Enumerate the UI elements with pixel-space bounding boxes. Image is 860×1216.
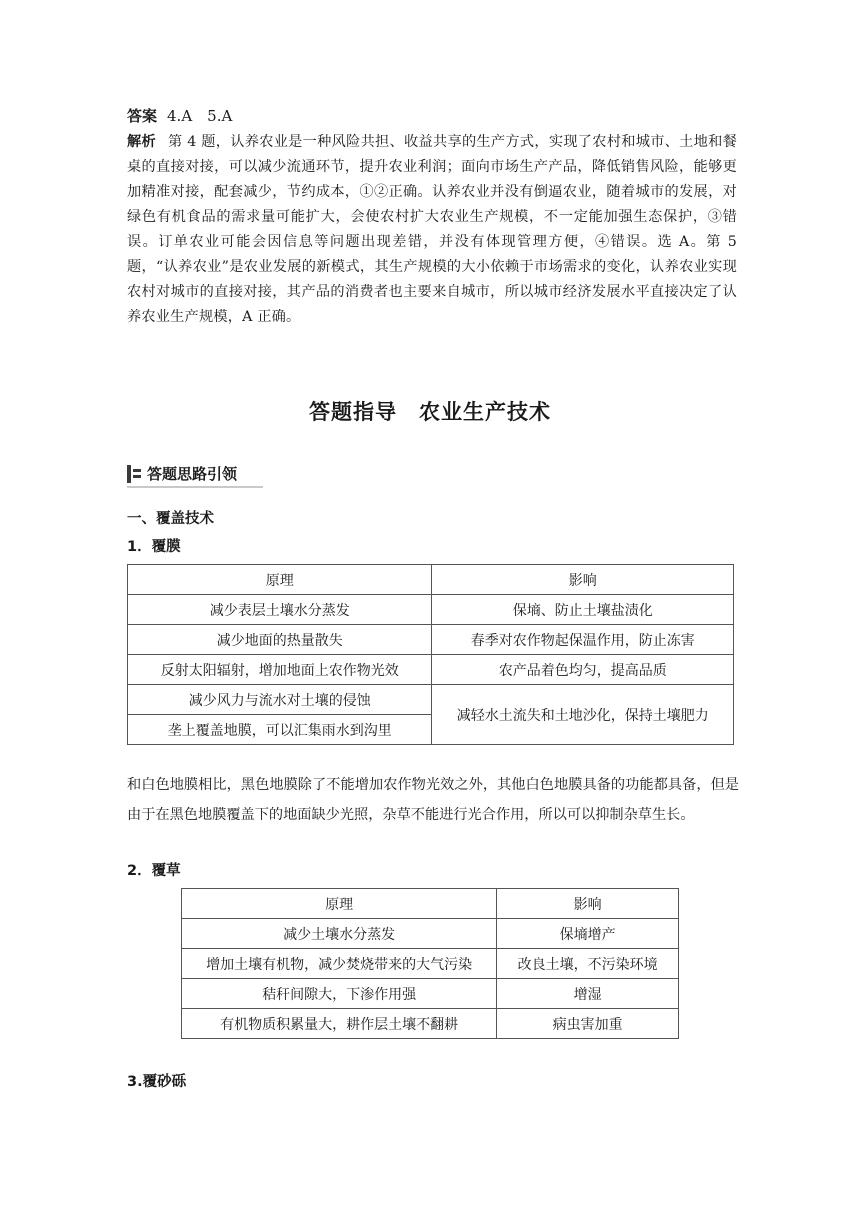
- table-row: [128, 685, 734, 715]
- table-header-row: [182, 889, 679, 919]
- table-row: [182, 979, 679, 1009]
- subheading-straw-mulch: 2．覆草: [127, 863, 181, 879]
- table-cell: 增加土壤有机物，减少焚烧带来的大气污染: [182, 949, 497, 979]
- table-header-cell: 影响: [497, 889, 679, 919]
- explanation-paragraph: [127, 130, 737, 330]
- table-header-row: [128, 565, 734, 595]
- straw-mulch-table: [181, 888, 679, 1039]
- table-cell: 垄上覆盖地膜，可以汇集雨水到沟里: [128, 715, 432, 745]
- explanation-label: 解析: [127, 134, 156, 150]
- table-row: [182, 949, 679, 979]
- table-cell: 秸秆间隙大，下渗作用强: [182, 979, 497, 1009]
- black-film-paragraph: 和白色地膜相比，黑色地膜除了不能增加农作物光效之外，其他白色地膜具备的功能都具备，但是由于在黑色地膜覆盖下的地面缺少光照，杂草不能进行光合作用，所以可以抑制杂草生长。: [127, 777, 739, 823]
- table-cell: 有机物质积累量大，耕作层土壤不翻耕: [182, 1009, 497, 1039]
- table-header-cell: 原理: [128, 565, 432, 595]
- table-cell: 减少表层土壤水分蒸发: [128, 595, 432, 625]
- page-title: 答题指导 农业生产技术: [309, 400, 551, 424]
- table-cell-merged: 减轻水土流失和土地沙化，保持土壤肥力: [432, 685, 734, 745]
- heading-covering-technique: 一、覆盖技术: [127, 511, 214, 527]
- table-row: [128, 625, 734, 655]
- table-cell: 增湿: [497, 979, 679, 1009]
- table-header-cell: 原理: [182, 889, 497, 919]
- table-cell: 农产品着色均匀，提高品质: [432, 655, 734, 685]
- subheading-film-mulch: 1．覆膜: [127, 539, 181, 555]
- answer-label: 答案: [127, 107, 158, 125]
- answer-text: 4.A 5.A: [167, 107, 233, 125]
- table-cell: 减少地面的热量散失: [128, 625, 432, 655]
- table-cell: 反射太阳辐射，增加地面上农作物光效: [128, 655, 432, 685]
- explanation-text: 第 4 题，认养农业是一种风险共担、收益共享的生产方式，实现了农村和城市、土地和餐桌的直接对接，可以减少流通环节，提升农业利润；面向市场生产产品，降低销售风险，能够更加精准对接，配套减少，节约成本，①②正确。认养农业并没有倒逼农业，随着城市的发展，对绿色有机食品的需求量可能扩大，会使农村扩大农业生产规模，不一定能加强生态保护，③错误。订单农业可能会因信息等问题出现差错，并没有体现管理方便，④错误。选 A。第 5 题，“认养农业”是农业发展的新模式，其生产规模的大小依赖于市场需求的变化，认养农业实现农村对城市的直接对接，其产品的消费者也主要来自城市，所以城市经济发展水平直接决定了认养农业生产规模，A 正确。: [127, 134, 737, 325]
- table-cell: 保墒、防止土壤盐渍化: [432, 595, 734, 625]
- table-row: [182, 919, 679, 949]
- subheading-gravel-mulch: 3.覆砂砾: [127, 1074, 187, 1090]
- table-cell: 减少风力与流水对土壤的侵蚀: [128, 685, 432, 715]
- table-header-cell: 影响: [432, 565, 734, 595]
- table-cell: 保墒增产: [497, 919, 679, 949]
- table-cell: 减少土壤水分蒸发: [182, 919, 497, 949]
- answer-line: [127, 104, 737, 128]
- section-heading-label: 答题思路引领: [147, 465, 238, 483]
- table-cell: 病虫害加重: [497, 1009, 679, 1039]
- table-row: [128, 595, 734, 625]
- film-mulch-table: [127, 564, 734, 745]
- section-heading: [127, 462, 263, 488]
- table-cell: 改良土壤，不污染环境: [497, 949, 679, 979]
- table-cell: 春季对农作物起保温作用，防止冻害: [432, 625, 734, 655]
- table-row: [128, 655, 734, 685]
- table-row: [182, 1009, 679, 1039]
- section-marker-icon: [127, 465, 141, 483]
